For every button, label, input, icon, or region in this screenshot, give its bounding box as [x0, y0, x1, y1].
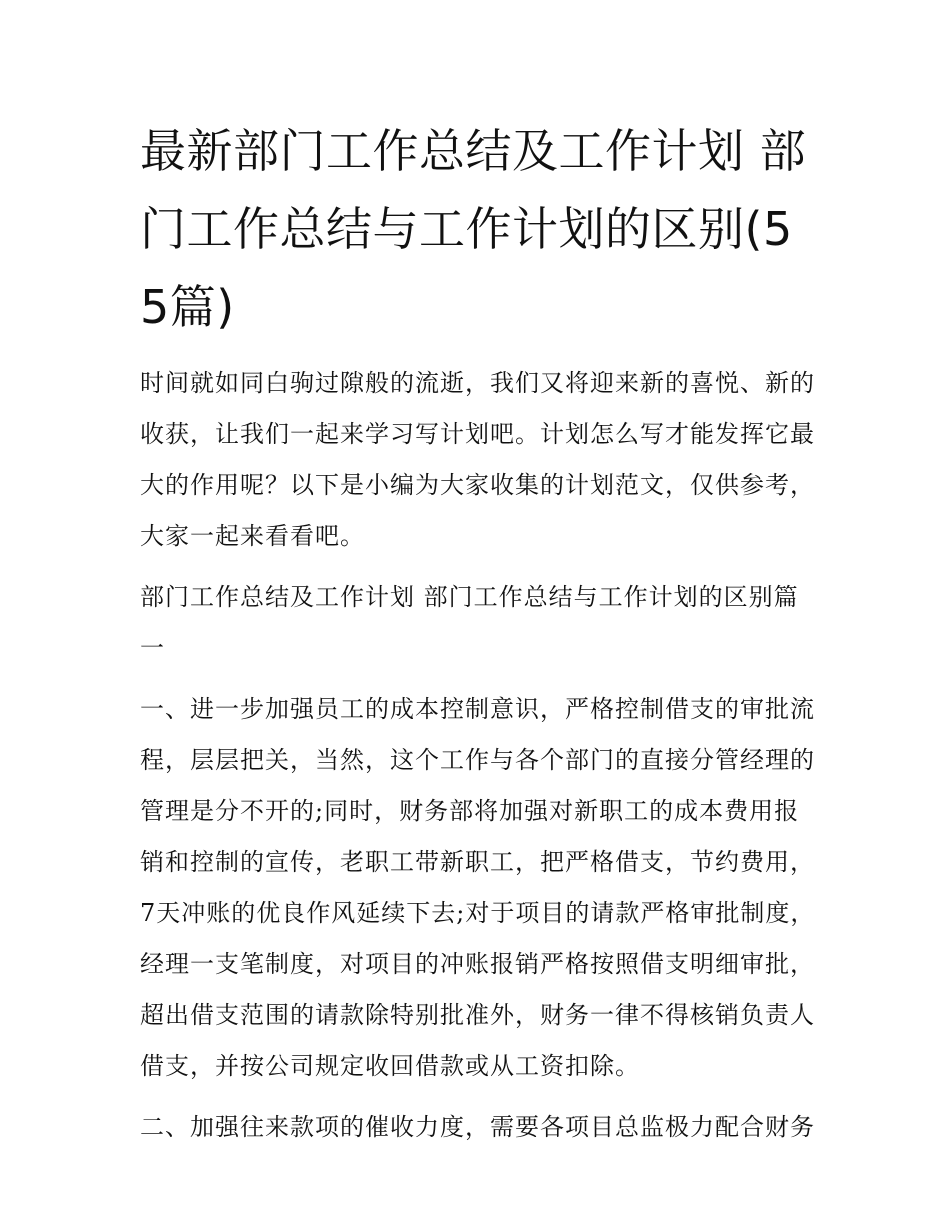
document-page	[140, 112, 820, 1153]
section-heading: 部门工作总结及工作计划 部门工作总结与工作计划的区别篇一	[140, 583, 799, 662]
body-paragraph-2: 二、加强往来款项的催收力度，需要各项目总监极力配合财务	[140, 1113, 815, 1141]
document-title: 最新部门工作总结及工作计划 部门工作总结与工作计划的区别(55篇)	[140, 124, 807, 334]
body-paragraph-1: 一、进一步加强员工的成本控制意识，严格控制借支的审批流程，层层把关，当然，这个工作与各个部门的直接分管经理的管理是分不开的;同时，财务部将加强对新职工的成本费用报销和控制的宣传，老职工带新职工，把严格借支，节约费用，7天冲账的优良作风延续下去;对于项目的请款严格审批制度，经理一支笔制度，对项目的冲账报销严格按照借支明细审批，超出借支范围的请款除特别批准外，财务一律不得核销负责人借支，并按公司规定收回借款或从工资扣除。	[140, 695, 816, 1080]
intro-paragraph: 时间就如同白驹过隙般的流逝，我们又将迎来新的喜悦、新的收获，让我们一起来学习写计划吧。计划怎么写才能发挥它最大的作用呢？以下是小编为大家收集的计划范文，仅供参考，大家一起来看看吧。	[140, 369, 815, 550]
